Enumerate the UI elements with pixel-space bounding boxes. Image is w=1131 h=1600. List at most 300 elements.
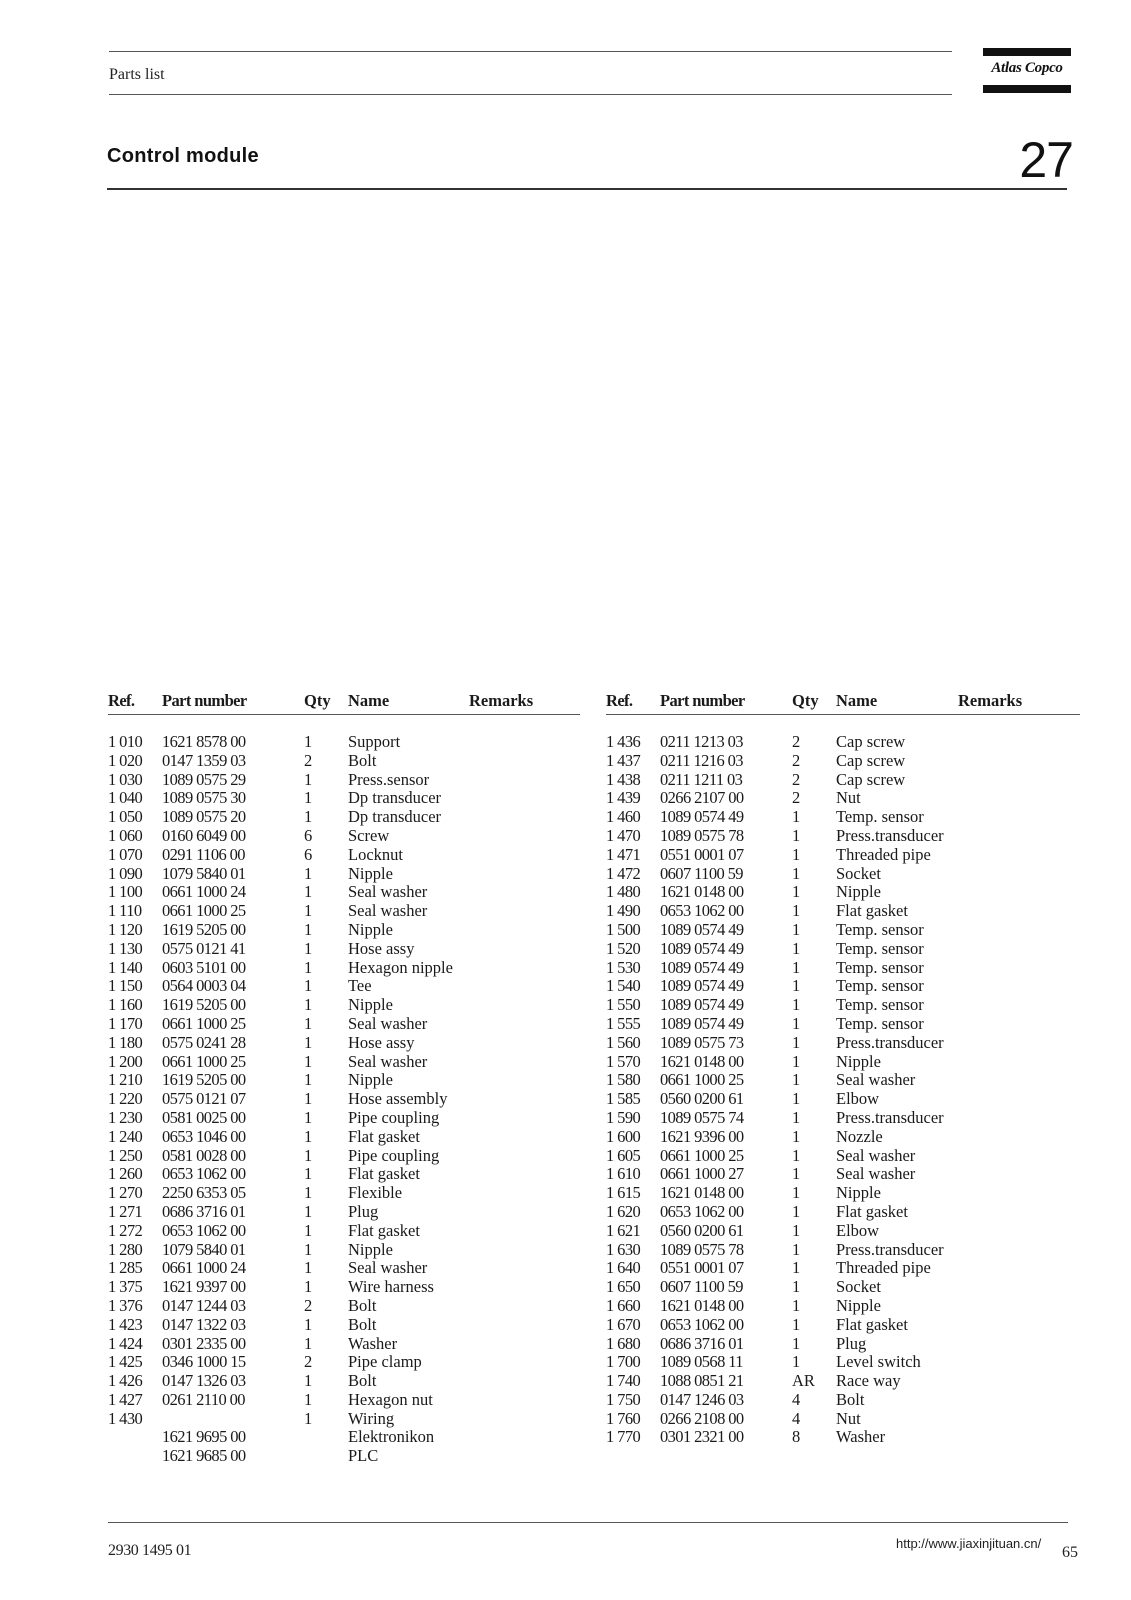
cell-qty: 1 (304, 1070, 313, 1090)
table-row (108, 1297, 580, 1316)
cell-name: Nut (836, 1408, 861, 1428)
cell-name: Flat gasket (348, 1126, 420, 1146)
table-row (606, 1410, 1080, 1429)
table-row (606, 1034, 1080, 1053)
chapter-number: 27 (1019, 132, 1073, 188)
cell-qty: 1 (304, 1239, 313, 1259)
cell-ref: 1 260 (108, 1164, 143, 1184)
cell-qty: 1 (304, 1389, 313, 1409)
cell-part-number: 1089 0574 49 (660, 957, 744, 977)
cell-qty: 1 (304, 1371, 313, 1391)
cell-part-number: 0661 1000 24 (162, 882, 246, 902)
cell-qty: 1 (792, 938, 801, 958)
cell-qty: 1 (304, 1032, 313, 1052)
cell-part-number: 1621 0148 00 (660, 882, 744, 902)
cell-qty: 1 (792, 1145, 801, 1165)
cell-name: Plug (348, 1201, 379, 1221)
table-row (108, 940, 580, 959)
cell-part-number: 0581 0028 00 (162, 1145, 246, 1165)
cell-part-number: 0147 1244 03 (162, 1295, 246, 1315)
cell-part-number: 0661 1000 25 (660, 1145, 744, 1165)
cell-ref: 1 740 (606, 1371, 641, 1391)
header-bottom-rule (109, 94, 952, 95)
cell-qty: 1 (304, 1333, 313, 1353)
table-row (108, 1203, 580, 1222)
table-row (606, 1335, 1080, 1354)
cell-name: Elbow (836, 1220, 880, 1240)
cell-name: Temp. sensor (836, 938, 924, 958)
cell-ref: 1 030 (108, 769, 143, 789)
cell-ref: 1 110 (108, 901, 142, 921)
cell-part-number: 0653 1062 00 (660, 1314, 744, 1334)
cell-part-number: 0211 1211 03 (660, 769, 743, 789)
cell-name: Nozzle (836, 1126, 883, 1146)
col-header-ref: Ref. (606, 691, 633, 710)
footer-rule (108, 1522, 1068, 1523)
table-row (108, 733, 580, 752)
cell-ref: 1 424 (108, 1333, 143, 1353)
cell-ref: 1 200 (108, 1051, 143, 1071)
table-row (108, 1278, 580, 1297)
cell-qty: 1 (792, 1070, 801, 1090)
cell-qty: 6 (304, 844, 313, 864)
table-row (108, 921, 580, 940)
cell-part-number: 1089 0574 49 (660, 1013, 744, 1033)
cell-ref: 1 130 (108, 938, 143, 958)
cell-part-number: 0661 1000 25 (162, 901, 246, 921)
cell-qty: 1 (792, 1277, 801, 1297)
table-row (606, 883, 1080, 902)
table-row (606, 1259, 1080, 1278)
cell-name: Screw (348, 825, 390, 845)
cell-part-number: 1089 0574 49 (660, 807, 744, 827)
table-row (606, 1353, 1080, 1372)
cell-ref: 1 472 (606, 863, 641, 883)
cell-ref: 1 423 (108, 1314, 143, 1334)
cell-part-number: 1621 0148 00 (660, 1051, 744, 1071)
cell-ref: 1 210 (108, 1070, 143, 1090)
table-row (606, 940, 1080, 959)
cell-name: Press.transducer (836, 1107, 944, 1127)
cell-ref: 1 427 (108, 1389, 143, 1409)
cell-name: Nipple (836, 1183, 881, 1203)
cell-ref: 1 040 (108, 788, 143, 808)
table-row (606, 827, 1080, 846)
cell-part-number: 0661 1000 24 (162, 1258, 246, 1278)
table-row (606, 959, 1080, 978)
table-row (108, 1015, 580, 1034)
cell-part-number: 0575 0121 07 (162, 1089, 246, 1109)
cell-part-number: 1089 0574 49 (660, 995, 744, 1015)
logo-wordmark: Atlas Copco (991, 60, 1063, 76)
table-body (108, 733, 580, 1466)
cell-part-number: 0147 1322 03 (162, 1314, 246, 1334)
table-row (108, 1090, 580, 1109)
cell-name: Seal washer (836, 1164, 916, 1184)
cell-name: Level switch (836, 1352, 921, 1372)
cell-ref: 1 070 (108, 844, 143, 864)
table-row (108, 1222, 580, 1241)
cell-name: Dp transducer (348, 807, 442, 827)
cell-ref: 1 660 (606, 1295, 641, 1315)
cell-part-number: 0301 2321 00 (660, 1427, 744, 1447)
cell-name: Press.transducer (836, 1239, 944, 1259)
cell-name: Cap screw (836, 750, 906, 770)
cell-ref: 1 160 (108, 995, 143, 1015)
cell-part-number: 1089 0575 29 (162, 769, 246, 789)
table-row (108, 846, 580, 865)
cell-qty: 1 (792, 1051, 801, 1071)
cell-ref: 1 439 (606, 788, 641, 808)
cell-qty: 1 (304, 1408, 313, 1428)
cell-ref: 1 436 (606, 732, 641, 751)
table-row (606, 808, 1080, 827)
table-header (108, 692, 580, 714)
cell-part-number: 1089 0575 20 (162, 807, 246, 827)
cell-part-number: 1621 0148 00 (660, 1295, 744, 1315)
cell-part-number: 0686 3716 01 (162, 1201, 246, 1221)
document-number: 2930 1495 01 (108, 1542, 192, 1559)
cell-ref: 1 470 (606, 825, 641, 845)
cell-ref: 1 480 (606, 882, 641, 902)
cell-name: Temp. sensor (836, 976, 924, 996)
cell-ref: 1 090 (108, 863, 143, 883)
cell-name: Seal washer (836, 1070, 916, 1090)
cell-ref: 1 437 (606, 750, 641, 770)
cell-part-number: 0291 1106 00 (162, 844, 245, 864)
cell-part-number: 0575 0121 41 (162, 938, 246, 958)
cell-qty: 1 (792, 995, 801, 1015)
table-row (606, 733, 1080, 752)
cell-qty: 1 (792, 1201, 801, 1221)
cell-part-number: 1089 0574 49 (660, 976, 744, 996)
cell-qty: 1 (304, 1013, 313, 1033)
cell-qty: 1 (792, 1164, 801, 1184)
table-row (108, 902, 580, 921)
cell-name: Nipple (836, 1295, 881, 1315)
cell-ref: 1 270 (108, 1183, 143, 1203)
cell-qty: 1 (792, 1314, 801, 1334)
table-row (606, 1090, 1080, 1109)
table-row (606, 1128, 1080, 1147)
table-row (108, 959, 580, 978)
table-row (108, 1259, 580, 1278)
cell-ref: 1 555 (606, 1013, 641, 1033)
cell-name: Cap screw (836, 769, 906, 789)
table-row (606, 902, 1080, 921)
cell-qty: 1 (304, 1089, 313, 1109)
cell-qty: 1 (792, 1107, 801, 1127)
cell-ref: 1 471 (606, 844, 641, 864)
cell-qty: 4 (792, 1408, 801, 1428)
cell-part-number: 0266 2108 00 (660, 1408, 744, 1428)
cell-qty: 2 (792, 732, 801, 751)
logo-top-bar (983, 48, 1071, 56)
cell-name: Temp. sensor (836, 1013, 924, 1033)
cell-qty: 1 (792, 1089, 801, 1109)
cell-part-number: 0607 1100 59 (660, 1277, 743, 1297)
cell-qty: 1 (304, 1258, 313, 1278)
table-row (606, 921, 1080, 940)
cell-qty: 1 (304, 1145, 313, 1165)
header-top-rule (109, 51, 952, 52)
cell-name: Elbow (836, 1089, 880, 1109)
cell-part-number: 0661 1000 25 (660, 1070, 744, 1090)
col-header-remarks: Remarks (958, 691, 1023, 710)
cell-part-number: 0564 0003 04 (162, 976, 246, 996)
cell-qty: 2 (304, 1352, 313, 1372)
parts-table-left (108, 692, 580, 1466)
cell-name: Temp. sensor (836, 807, 924, 827)
cell-part-number: 0653 1062 00 (660, 1201, 744, 1221)
table-row (108, 1410, 580, 1429)
cell-part-number: 1089 0568 11 (660, 1352, 743, 1372)
cell-name: Temp. sensor (836, 995, 924, 1015)
cell-part-number: 0661 1000 27 (660, 1164, 744, 1184)
cell-name: Nipple (348, 919, 393, 939)
cell-part-number: 0686 3716 01 (660, 1333, 744, 1353)
cell-part-number: 1089 0575 74 (660, 1107, 744, 1127)
cell-part-number: 1619 5205 00 (162, 1070, 246, 1090)
cell-ref: 1 610 (606, 1164, 641, 1184)
cell-part-number: 0560 0200 61 (660, 1089, 744, 1109)
cell-name: Threaded pipe (836, 1258, 931, 1278)
table-row (108, 1071, 580, 1090)
source-url: http://www.jiaxinjituan.cn/ (896, 1536, 1042, 1551)
cell-name: Cap screw (836, 732, 906, 751)
table-row (108, 827, 580, 846)
cell-part-number: 0653 1062 00 (162, 1220, 246, 1240)
header-label: Parts list (109, 66, 165, 83)
cell-name: Bolt (836, 1389, 865, 1409)
cell-part-number: 0266 2107 00 (660, 788, 744, 808)
cell-name: Washer (348, 1333, 398, 1353)
cell-qty: 1 (304, 882, 313, 902)
cell-ref: 1 630 (606, 1239, 641, 1259)
col-header-ref: Ref. (108, 691, 135, 710)
cell-ref: 1 460 (606, 807, 641, 827)
cell-part-number: 1089 0574 49 (660, 938, 744, 958)
table-row (108, 771, 580, 790)
table-row (606, 846, 1080, 865)
cell-ref: 1 280 (108, 1239, 143, 1259)
cell-name: Pipe coupling (348, 1107, 440, 1127)
cell-ref: 1 640 (606, 1258, 641, 1278)
cell-ref: 1 540 (606, 976, 641, 996)
cell-part-number: 0560 0200 61 (660, 1220, 744, 1240)
col-header-name: Name (348, 691, 390, 710)
cell-qty: 1 (792, 825, 801, 845)
table-row (108, 1165, 580, 1184)
cell-qty: 1 (792, 957, 801, 977)
cell-part-number: 1621 9695 00 (162, 1427, 246, 1447)
cell-qty: 6 (304, 825, 313, 845)
table-body (606, 733, 1080, 1447)
cell-ref: 1 010 (108, 732, 143, 751)
cell-name: Nipple (348, 995, 393, 1015)
cell-name: Dp transducer (348, 788, 442, 808)
cell-name: Flat gasket (836, 1314, 908, 1334)
cell-qty: 1 (792, 919, 801, 939)
cell-part-number: 0147 1359 03 (162, 750, 246, 770)
cell-part-number: 1619 5205 00 (162, 919, 246, 939)
cell-name: Flat gasket (348, 1220, 420, 1240)
cell-ref: 1 375 (108, 1277, 143, 1297)
cell-part-number: 1089 0575 73 (660, 1032, 744, 1052)
cell-name: Nipple (348, 1239, 393, 1259)
cell-name: Temp. sensor (836, 957, 924, 977)
cell-name: Pipe clamp (348, 1352, 422, 1372)
cell-qty: 2 (304, 1295, 313, 1315)
cell-part-number: 0551 0001 07 (660, 1258, 744, 1278)
cell-ref: 1 520 (606, 938, 641, 958)
cell-ref: 1 570 (606, 1051, 641, 1071)
cell-qty: 1 (304, 807, 313, 827)
cell-ref: 1 750 (606, 1389, 641, 1409)
cell-name: Socket (836, 863, 881, 883)
cell-qty: 1 (792, 976, 801, 996)
col-header-qty: Qty (304, 691, 331, 710)
cell-part-number: 1621 0148 00 (660, 1183, 744, 1203)
table-row (108, 1447, 580, 1466)
cell-qty: 1 (792, 1183, 801, 1203)
cell-ref: 1 760 (606, 1408, 641, 1428)
table-row (606, 996, 1080, 1015)
table-row (606, 1053, 1080, 1072)
cell-ref: 1 605 (606, 1145, 641, 1165)
cell-name: Nipple (836, 882, 881, 902)
table-row (606, 1297, 1080, 1316)
cell-part-number: 2250 6353 05 (162, 1183, 246, 1203)
cell-qty: 1 (792, 1126, 801, 1146)
cell-ref: 1 600 (606, 1126, 641, 1146)
cell-part-number: 0301 2335 00 (162, 1333, 246, 1353)
title-rule (107, 188, 1067, 190)
cell-name: Bolt (348, 750, 377, 770)
cell-part-number: 1079 5840 01 (162, 863, 246, 883)
cell-ref: 1 650 (606, 1277, 641, 1297)
cell-part-number: 0147 1326 03 (162, 1371, 246, 1391)
cell-qty: 1 (792, 844, 801, 864)
cell-part-number: 0653 1046 00 (162, 1126, 246, 1146)
cell-ref: 1 425 (108, 1352, 143, 1372)
table-row (108, 1109, 580, 1128)
table-header-rule (108, 714, 580, 715)
cell-name: Wiring (348, 1408, 395, 1428)
cell-qty: 1 (304, 1107, 313, 1127)
cell-ref: 1 170 (108, 1013, 143, 1033)
cell-qty: 1 (304, 1220, 313, 1240)
cell-name: Pipe coupling (348, 1145, 440, 1165)
cell-part-number: 0661 1000 25 (162, 1013, 246, 1033)
table-row (606, 789, 1080, 808)
table-row (606, 1109, 1080, 1128)
cell-ref: 1 250 (108, 1145, 143, 1165)
cell-name: Seal washer (836, 1145, 916, 1165)
cell-name: Nipple (348, 1070, 393, 1090)
cell-part-number: 1621 9685 00 (162, 1446, 246, 1466)
cell-name: Washer (836, 1427, 886, 1447)
table-row (606, 1015, 1080, 1034)
col-header-part-number: Part number (162, 691, 247, 710)
cell-qty: 1 (304, 1164, 313, 1184)
cell-name: Press.sensor (348, 769, 430, 789)
cell-name: Elektronikon (348, 1427, 435, 1447)
cell-ref: 1 285 (108, 1258, 143, 1278)
logo-bottom-bar (983, 85, 1071, 93)
cell-qty: 1 (304, 1277, 313, 1297)
table-row (606, 1165, 1080, 1184)
cell-ref: 1 580 (606, 1070, 641, 1090)
cell-ref: 1 590 (606, 1107, 641, 1127)
cell-ref: 1 272 (108, 1220, 143, 1240)
table-row (606, 865, 1080, 884)
cell-name: Tee (348, 976, 372, 996)
table-row (108, 1316, 580, 1335)
cell-qty: 1 (304, 863, 313, 883)
col-header-remarks: Remarks (469, 691, 534, 710)
cell-name: Hose assy (348, 938, 415, 958)
cell-qty: 1 (792, 1333, 801, 1353)
cell-ref: 1 621 (606, 1220, 641, 1240)
table-row (108, 1128, 580, 1147)
cell-qty: 1 (304, 732, 313, 751)
table-row (108, 1428, 580, 1447)
cell-name: Support (348, 732, 401, 751)
cell-name: Nipple (348, 863, 393, 883)
page-title: Control module (107, 145, 259, 167)
table-row (108, 808, 580, 827)
cell-qty: 1 (792, 1032, 801, 1052)
cell-ref: 1 438 (606, 769, 641, 789)
cell-part-number: 0661 1000 25 (162, 1051, 246, 1071)
cell-ref: 1 585 (606, 1089, 641, 1109)
cell-ref: 1 500 (606, 919, 641, 939)
cell-qty: 1 (792, 863, 801, 883)
cell-ref: 1 271 (108, 1201, 143, 1221)
cell-part-number: 0160 6049 00 (162, 825, 246, 845)
cell-ref: 1 770 (606, 1427, 641, 1447)
cell-qty: 2 (304, 750, 313, 770)
cell-qty: 1 (304, 788, 313, 808)
table-row (108, 865, 580, 884)
cell-ref: 1 120 (108, 919, 143, 939)
cell-qty: 1 (304, 1314, 313, 1334)
cell-ref: 1 180 (108, 1032, 143, 1052)
table-row (108, 1184, 580, 1203)
cell-part-number: 0211 1216 03 (660, 750, 743, 770)
cell-ref: 1 240 (108, 1126, 143, 1146)
table-row (108, 789, 580, 808)
cell-qty: 2 (792, 750, 801, 770)
table-row (108, 752, 580, 771)
cell-qty: 1 (792, 1239, 801, 1259)
cell-name: Seal washer (348, 1013, 428, 1033)
cell-part-number: 1089 0575 78 (660, 1239, 744, 1259)
cell-name: Hose assembly (348, 1089, 448, 1109)
cell-ref: 1 615 (606, 1183, 641, 1203)
cell-part-number: 0607 1100 59 (660, 863, 743, 883)
cell-name: Hexagon nipple (348, 957, 453, 977)
cell-ref: 1 426 (108, 1371, 143, 1391)
cell-ref: 1 100 (108, 882, 143, 902)
cell-ref: 1 530 (606, 957, 641, 977)
cell-part-number: 0653 1062 00 (660, 901, 744, 921)
cell-name: Flat gasket (348, 1164, 420, 1184)
cell-name: Locknut (348, 844, 403, 864)
cell-ref: 1 150 (108, 976, 143, 996)
cell-part-number: 0147 1246 03 (660, 1389, 744, 1409)
